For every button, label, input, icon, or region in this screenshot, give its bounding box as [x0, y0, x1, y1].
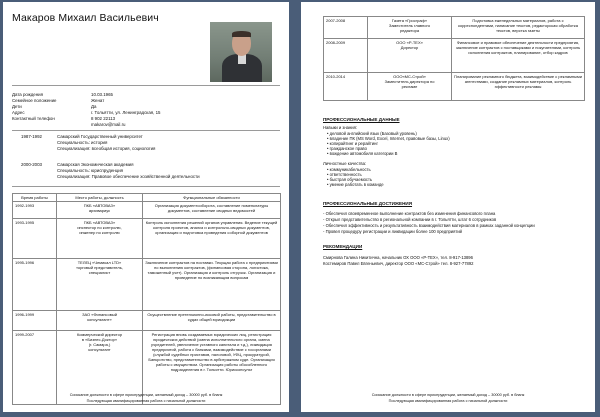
children-label: Дети [12, 104, 22, 109]
list-item: - Обеспечил эффективность и результативность взаимодействия материалов в рамках заданной концепции [323, 223, 535, 228]
table-row [13, 311, 281, 331]
list-item: • деловой английский язык (Базовый уровень) [327, 131, 417, 136]
column-header: Функциональные обязанности [143, 194, 281, 202]
period-cell: 2007-2008 [324, 17, 368, 39]
bullet-icon: • [327, 182, 330, 187]
recommendation-line: Смирнова Галина Никитична, начальник ОХ ООО «Р-ТЕХ», тел. 8-917-13896 [323, 255, 473, 260]
period-cell: 2008-2009 [324, 39, 368, 73]
bullet-icon: • [327, 172, 330, 177]
footer-line: Последующая квалифицированная работа с начальной должности [388, 399, 508, 403]
period-cell: 1995-1996 [13, 259, 57, 311]
person-name: Макаров Михаил Васильевич [12, 12, 159, 24]
list-item: • ответственность [327, 172, 362, 177]
edu-line: Специальность: история [57, 140, 108, 145]
edu-line: Специальность: юриспруденция [57, 168, 124, 173]
place-cell: ООО «Р-ТЕХ» Директор [368, 39, 452, 73]
marital-label: Семейное положение [12, 98, 57, 103]
section-title: РЕКОМЕНДАЦИИ [323, 244, 363, 249]
table-header-row [13, 194, 281, 202]
dob-label: Дата рождения [12, 92, 43, 97]
dob-value: 10.03.1965 [91, 92, 113, 97]
edu-line: Самарский Государственный университет [57, 134, 143, 139]
list-item: • владение ПК (MS Word, Excel, Internet, правовые базы, Linux) [327, 136, 450, 141]
list-item: • вождение автомобиля категории В [327, 151, 398, 156]
duties-cell: Контроль исполнения решений органов управления. Ведение текущей контроля проектов, анализ и контрольно-сводных документов, организация и подготовка проведения соборной документов [143, 219, 281, 259]
divider [12, 130, 280, 131]
resume-page-1 [3, 2, 289, 412]
edu-years: 2000-2003 [21, 162, 42, 167]
address-label: Адрес [12, 110, 25, 115]
duties-cell: Финансовое и правовое обеспечение деятельности предприятия, заключение контрактов с поставщиками и покупателями, контроль исполнения контрактов, планирование, отбор кадров [452, 39, 585, 73]
table-row [324, 17, 585, 39]
duties-cell: Регистрация вновь создаваемых юридических лиц, регистрация юридических действий (смена исполнительного органа, смена учредителей, увеличение уставного капитала и т.д.), ликвидация предприятий, работа с банками, взаимодействие с госорганами (службой судебных приставов, налоговой, УФЦ, прокуратурой, Банкротство, представительство в арбитражном суде. Организация работы с имуществом. Организация работы обособленного подразделения в г. Тольятти. Юрисконсульт [143, 331, 281, 405]
address-value: г. Тольятти, ул. Ленинградская, 15 [91, 110, 161, 115]
place-cell: ПКБ «АВТОВАЗ» инспектор по контролю, инженер по контролю [57, 219, 143, 259]
section-title: ПРОФЕССИОНАЛЬНЫЕ ДАННЫЕ [323, 117, 400, 122]
period-cell: 1992-1993 [13, 202, 57, 219]
period-cell: 1996-1999 [13, 311, 57, 331]
period-cell: 2010-2014 [324, 73, 368, 101]
list-item: • коммуникабельность [327, 167, 371, 172]
duties-cell: Заключение контрактов на поставки. Текущая работа с предприятиями по выполнению контрактов, (финансовая сторона, логистика, таможенный учет). Организация и контроль отгрузок. Организация и проведение по возникающим вопросам [143, 259, 281, 311]
edu-line: Специализация: всеобщая история, социология [57, 146, 156, 151]
work-history-table [323, 16, 585, 101]
edu-line: Самарская Экономическая академия [57, 162, 134, 167]
table-row [324, 73, 585, 101]
edu-line: Специализация: Правовое обеспечение хозяйственной деятельности [57, 174, 200, 179]
bullet-icon: • [327, 141, 330, 146]
work-history-table [12, 193, 281, 405]
place-cell: ООО«МС-Строй» Заместитель директора по рекламе [368, 73, 452, 101]
duties-cell: Осуществление претензионно-исковой работы, представительство в судах общей юрисдикции [143, 311, 281, 331]
list-item: - Открыл представительство в региональной компании в г. Тольятти, штат 6 сотрудников [323, 217, 497, 222]
place-cell: Газета «Гросграф» Заместитель главного редактора [368, 17, 452, 39]
table-row [13, 259, 281, 311]
divider [12, 186, 280, 187]
duties-cell: Подготовка еженедельных материалов, работа с корреспондентами, написание текстов, редакторская обработка текстов, верстка газеты [452, 17, 585, 39]
duties-cell: Организация документооборота, составление номенклатуры документов, составление сводных ведомостей [143, 202, 281, 219]
period-cell: 1999-2007 [13, 331, 57, 405]
place-cell: Коммерческий директор в «Бизнес-Доктор» (г. Самара,) консультант [57, 331, 143, 405]
phone-label: Контактный телефон [12, 116, 55, 121]
footer-line: Cоискание должности в сфере юриспруденции, желаемый доход – 30000 руб. в бланк [69, 393, 223, 397]
profile-photo [210, 22, 272, 82]
bullet-icon: • [327, 146, 330, 151]
subsection-title: Навыки и знания: [323, 125, 358, 130]
column-header: Время работы [13, 194, 57, 202]
list-item: • гражданское право [327, 146, 367, 151]
subsection-title: Личностные качества: [323, 161, 367, 166]
place-cell: ПКБ «АВТОВАЗ» архивариус [57, 202, 143, 219]
place-cell: ТЕЛЕЦ «Чемикал LTD» торговый представитель, специалист [57, 259, 143, 311]
duties-cell: Планирование рекламного бюджета, взаимодействие с рекламными агентствами, создание рекламных материалов, контроль эффективности рекламы [452, 73, 585, 101]
footer-line: Cоискание должности в сфере юриспруденции, желаемый доход – 30000 руб. в бланк [371, 393, 525, 397]
footer-line: Последующая квалифицированная работа с начальной должности [86, 399, 206, 403]
recommendation-line: Костемиров Павел Евгеньевич, директор ООО «МС-Строй» тел. 8-927-77892 [323, 261, 474, 266]
period-cell: 1993-1995 [13, 219, 57, 259]
bullet-icon: • [327, 167, 330, 172]
list-item: • быстрая обучаемость [327, 177, 373, 182]
list-item: - Провел процедуру регистрации и ликвидации более 100 предприятий [323, 229, 462, 234]
column-header: Место работы, должность [57, 194, 143, 202]
divider [12, 85, 280, 86]
email-value: makarov@mail.ru [91, 122, 126, 127]
bullet-icon: • [327, 151, 330, 156]
resume-page-2 [301, 2, 595, 412]
place-cell: ЗАО «Финансовый консультант» [57, 311, 143, 331]
table-row [13, 219, 281, 259]
bullet-icon: • [327, 136, 330, 141]
children-value: Да [91, 104, 97, 109]
list-item: • умение работать в команде [327, 182, 384, 187]
list-item: - Обеспечил своевременное выполнение контрактов без изменения финансового плана [323, 211, 496, 216]
phone-value: 8 902 22113 [91, 116, 116, 121]
bullet-icon: • [327, 131, 330, 136]
marital-value: Женат [91, 98, 105, 103]
edu-years: 1987-1992 [21, 134, 42, 139]
table-row [324, 39, 585, 73]
section-title: ПРОФЕССИОНАЛЬНЫЕ ДОСТИЖЕНИЯ [323, 201, 413, 206]
list-item: • копирайтинг и рерайтинг [327, 141, 378, 146]
bullet-icon: • [327, 177, 330, 182]
table-row [13, 202, 281, 219]
